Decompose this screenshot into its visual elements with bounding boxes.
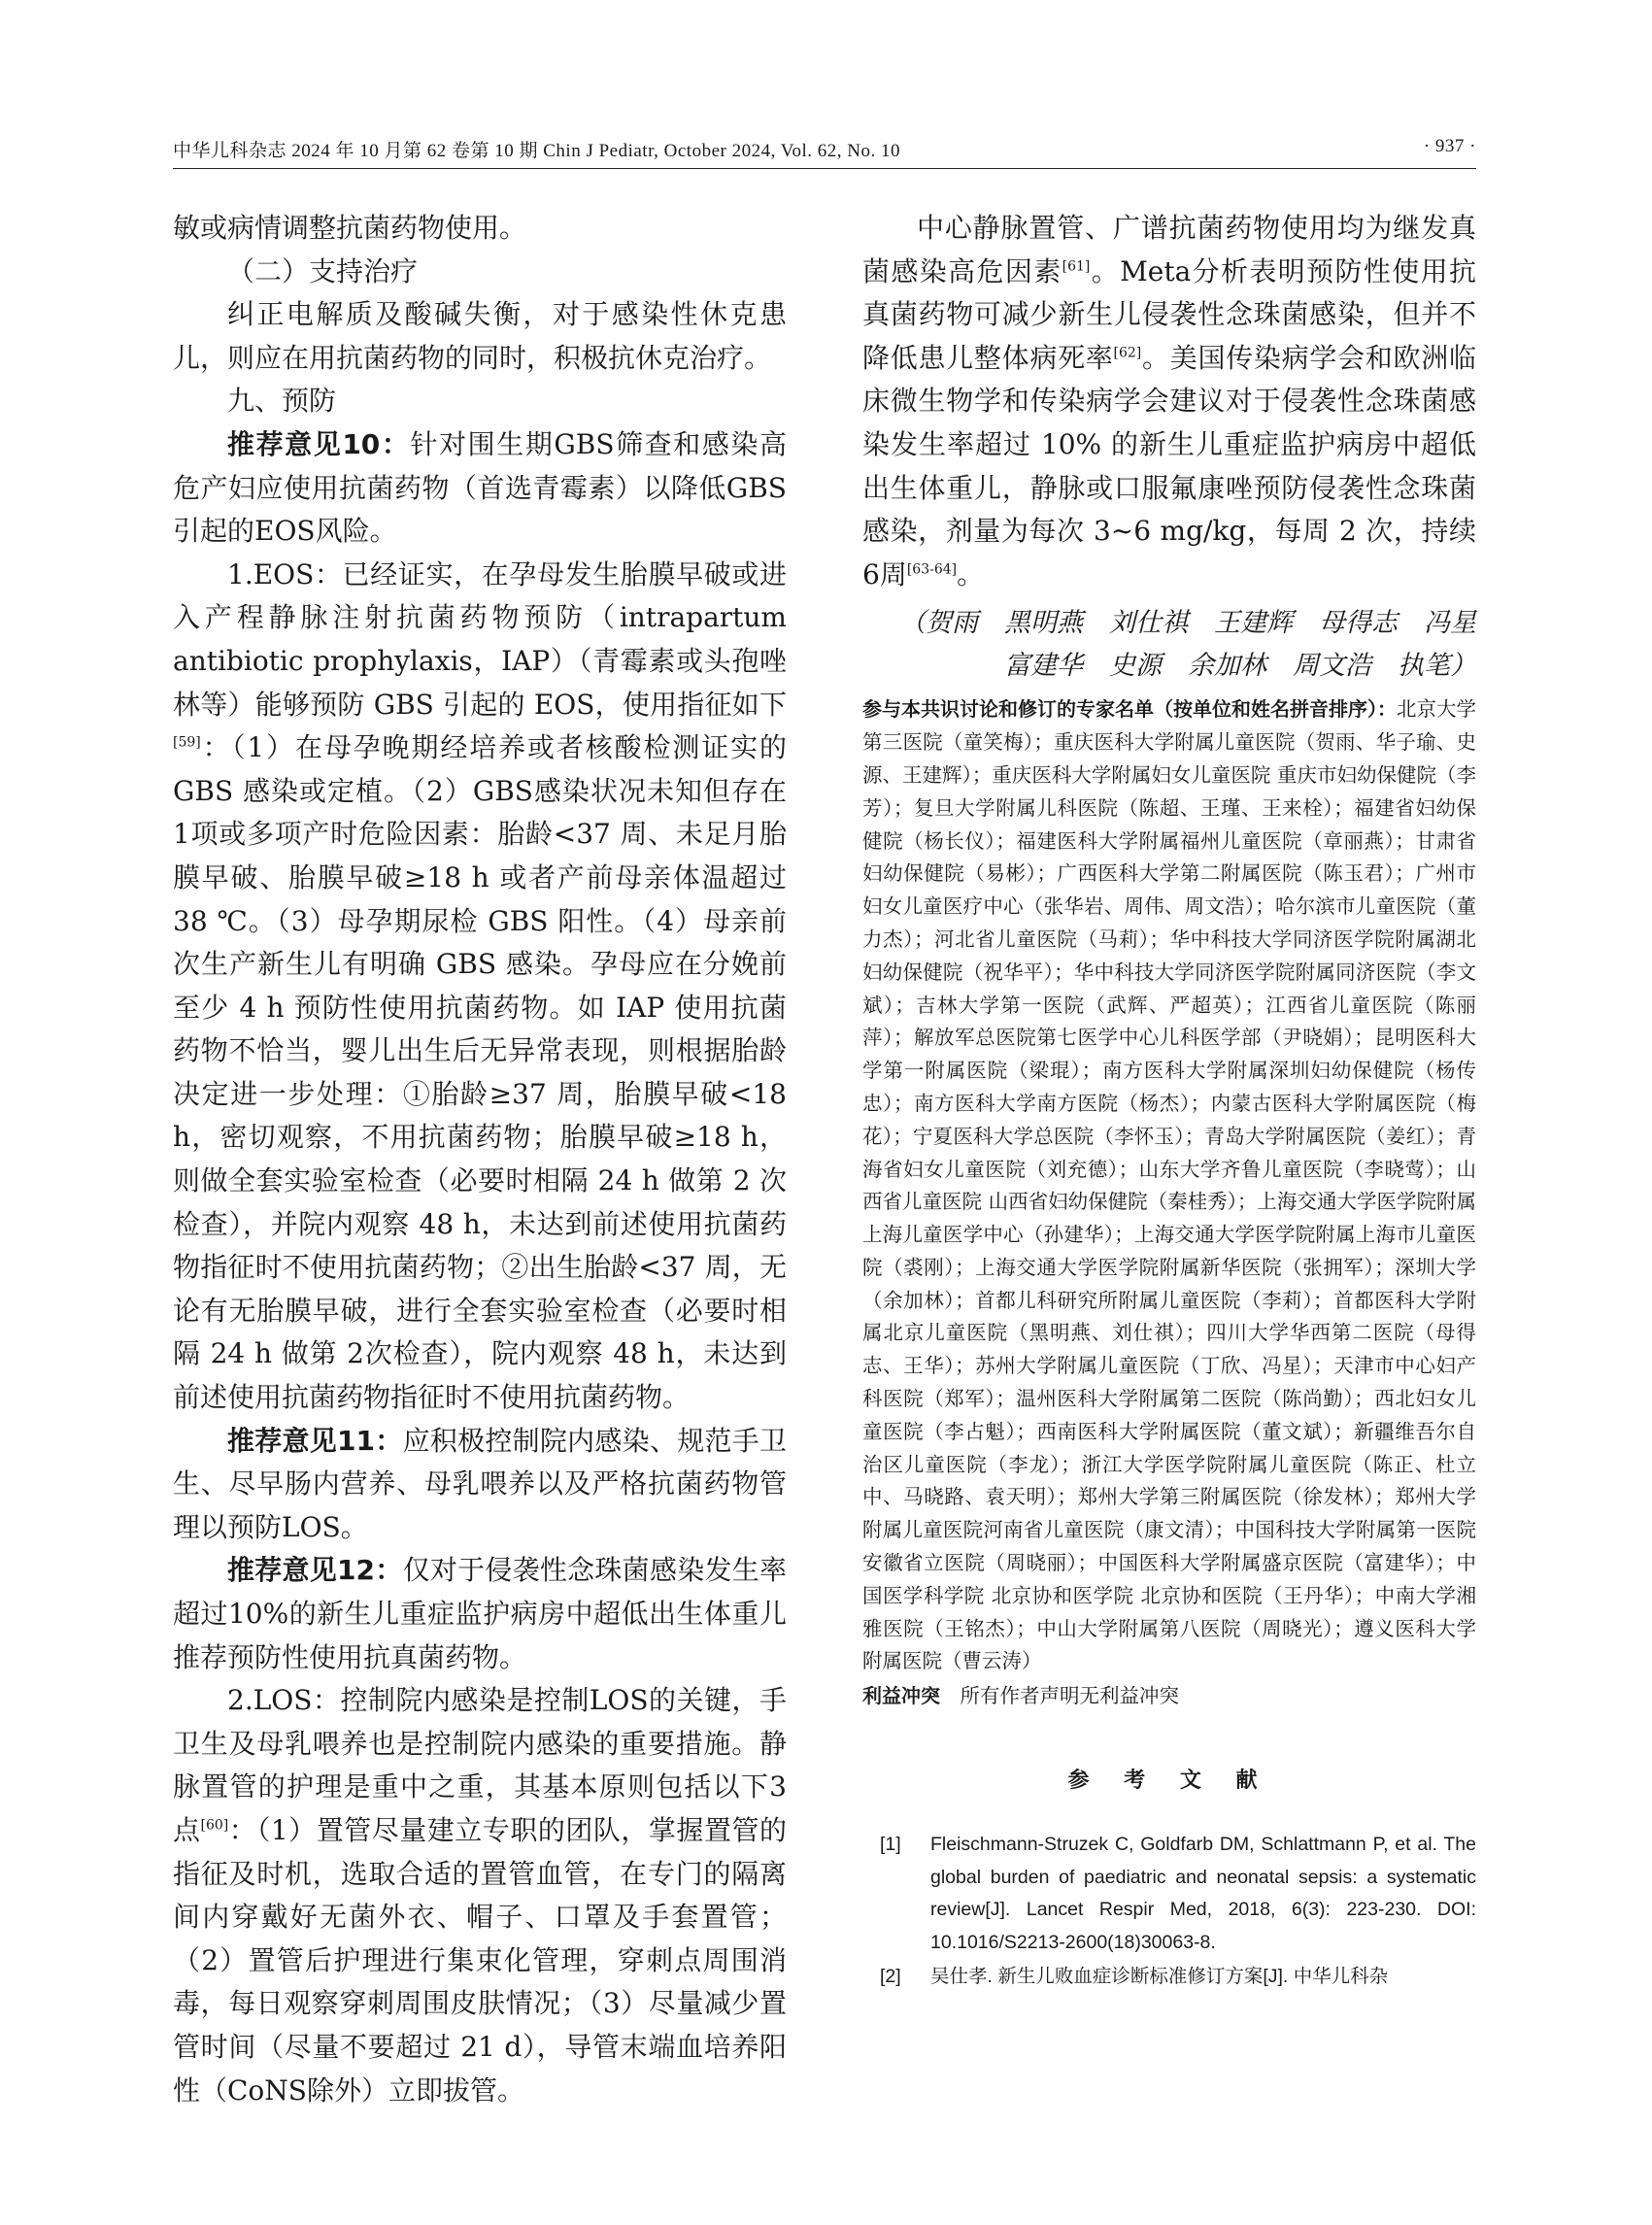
authors-line-2: 富建华 史源 余加林 周文浩 执笔） <box>1004 651 1476 682</box>
citation-ref: [61] <box>1062 258 1091 275</box>
los-text-cont: ：（1）置管尽量建立专职的团队，掌握置管的指征及时机，选取合适的置管血管，在专门的隔离间内穿戴好无菌外衣、帽子、口罩及手套置管；（2）置管后护理进行集束化管理，穿刺点周围消毒，每日观察穿刺周围皮肤情况；（3）尽量减少置管时间（尽量不要超过 21 d），导管末端血培养阳性（CoNS除外）立即拔管。 <box>173 1813 787 2107</box>
recommendation-10 <box>173 423 787 554</box>
coi-label: 利益冲突 <box>862 1684 940 1708</box>
conflict-of-interest <box>862 1680 1476 1713</box>
references-title: 参 考 文 献 <box>1067 1769 1271 1794</box>
eos-text: 1.EOS：已经证实，在孕母发生胎膜早破或进入产程静脉注射抗菌药物预防（intrapartum antibiotic prophylaxis，IAP）（青霉素或头孢唑林等）能够预防 GBS 引起的 EOS，使用指征如下 <box>173 557 787 721</box>
citation-ref: [62] <box>1113 345 1142 361</box>
coi-text: 所有作者声明无利益冲突 <box>960 1684 1179 1708</box>
eos-text-cont: ：（1）在母孕晚期经培养或者核酸检测证实的 GBS 感染或定植。（2）GBS感染状况未知但存在 1项或多项产时危险因素：胎龄<37 周、未足月胎膜早破、胎膜早破≥18 h 或者产前母亲体温超过 38 ℃。（3）母孕期尿检 GBS 阳性。（4）母亲前次生产新生儿有明确 GBS 感染。孕母应在分娩前至少 4 h 预防性使用抗菌药物。如 IAP 使用抗菌药物不恰当，婴儿出生后无异常表现，则根据胎龄决定进一步处理：①胎龄≥37 周，胎膜早破<18 h，密切观察，不用抗菌药物；胎膜早破≥18 h，则做全套实验室检查（必要时相隔 24 h 做第 2 次检查），并院内观察 48 h，未达到前述使用抗菌药物指征时不使用抗菌药物；②出生胎龄<37 周，无论有无胎膜早破，进行全套实验室检查（必要时相隔 24 h 做第 2次检查），院内观察 48 h，未达到前述使用抗菌药物指征时不使用抗菌药物。 <box>173 731 787 1414</box>
reference-text: 吴仕孝. 新生儿败血症诊断标准修订方案[J]. 中华儿科杂 <box>930 1966 1389 1988</box>
antifungal-text: 中心静脉置管、广谱抗菌药物使用均为继发真菌感染高危因素 <box>862 212 1476 287</box>
header-rule <box>173 168 1476 169</box>
subsection-heading: （二）支持治疗 <box>227 254 419 287</box>
expert-list-label: 参与本共识讨论和修订的专家名单（按单位和姓名拼音排序）： <box>862 697 1397 722</box>
reference-item <box>862 1829 1476 1959</box>
running-header <box>173 136 1476 169</box>
antifungal-text-cont: 。美国传染病学会和欧洲临床微生物学和传染病学会建议对于侵袭性念珠菌感染发生率超过 10% 的新生儿重症监护病房中超低出生体重儿，静脉或口服氟康唑预防侵袭性念珠菌感染，剂量为每次 3~6 mg/kg，每周 2 次，持续6周 <box>862 341 1476 590</box>
antifungal-text-end: 。 <box>957 557 985 590</box>
recommendation-text: 仅对于侵袭性念珠菌感染发生率超过10%的新生儿重症监护病房中超低出生体重儿推荐预防性使用抗真菌药物。 <box>173 1554 787 1673</box>
journal-citation: 中华儿科杂志 2024 年 10 月第 62 卷第 10 期 Chin J Pediatr, October 2024, Vol. 62, No. 10 <box>173 141 901 161</box>
recommendation-label: 推荐意见10： <box>227 427 411 460</box>
paragraph-antifungal <box>862 207 1476 596</box>
citation-ref: [63-64] <box>906 561 958 578</box>
right-column <box>862 207 1476 1994</box>
reference-number: [1] <box>880 1834 901 1856</box>
antifungal-text-cont: 。Meta分析表明预防性使用抗真菌药物可减少新生儿侵袭性念珠菌感染，但并不降低患儿整体病死率 <box>862 254 1476 374</box>
recommendation-text: 针对围生期GBS筛查和感染高危产妇应使用抗菌药物（首选青霉素）以降低GBS引起的EOS风险。 <box>173 427 787 548</box>
authors-line-1: （贺雨 黑明燕 刘仕祺 王建辉 母得志 冯星 <box>899 608 1476 639</box>
recommendation-text: 应积极控制院内感染、规范手卫生、尽早肠内营养、母乳喂养以及严格抗菌药物管理以预防LOS。 <box>173 1424 787 1543</box>
expert-list <box>862 693 1476 1678</box>
page-number: · 937 · <box>1423 136 1476 156</box>
citation-ref: [59] <box>173 734 201 751</box>
reference-number: [2] <box>880 1966 901 1988</box>
los-text: 2.LOS：控制院内感染是控制LOS的关键，手卫生及母乳喂养也是控制院内感染的重要措施。静脉置管的护理是重中之重，其基本原则包括以下3点 <box>173 1684 787 1846</box>
recommendation-label: 推荐意见12： <box>227 1554 403 1587</box>
reference-list <box>862 1829 1476 1994</box>
recommendation-label: 推荐意见11： <box>227 1424 403 1457</box>
recommendation-12 <box>173 1549 787 1679</box>
citation-ref: [60] <box>200 1817 229 1834</box>
paragraph-continuation: 敏或病情调整抗菌药物使用。 <box>173 212 527 244</box>
reference-text: Fleischmann-Struzek C, Goldfarb DM, Schlattmann P, et al. The global burden of paediatric and neonatal sepsis: a systematic review[J]. Lancet Respir Med, 2018, 6(3): 223-230. DOI: 10.1016/S2213-2600(18)30063-8. <box>930 1834 1476 1953</box>
recommendation-11 <box>173 1420 787 1550</box>
expert-list-text: 北京大学第三医院（童笑梅）；重庆医科大学附属儿童医院（贺雨、华子瑜、史源、王建辉）；重庆医科大学附属妇女儿童医院 重庆市妇幼保健院（李芳）；复旦大学附属儿科医院（陈超、王瑾、王来栓）；福建省妇幼保健院（杨长仪）；福建医科大学附属福州儿童医院（章丽燕）；甘肃省妇幼保健院（易彬）；广西医科大学第二附属医院（陈玉君）；广州市妇女儿童医疗中心（张华岩、周伟、周文浩）；哈尔滨市儿童医院（董力杰）；河北省儿童医院（马莉）；华中科技大学同济医学院附属湖北妇幼保健院（祝华平）；华中科技大学同济医学院附属同济医院（李文斌）；吉林大学第一医院（武辉、严超英）；江西省儿童医院（陈丽萍）；解放军总医院第七医学中心儿科医学部（尹晓娟）；昆明医科大学第一附属医院（梁琨）；南方医科大学附属深圳妇幼保健院（杨传忠）；南方医科大学南方医院（杨杰）；内蒙古医科大学附属医院（梅花）；宁夏医科大学总医院（李怀玉）；青岛大学附属医院（姜红）；青海省妇女儿童医院（刘充德）；山东大学齐鲁儿童医院（李晓莺）；山西省儿童医院 山西省妇幼保健院（秦桂秀）；上海交通大学医学院附属上海儿童医学中心（孙建华）；上海交通大学医学院附属上海市儿童医院（裘刚）；上海交通大学医学院附属新华医院（张拥军）；深圳大学（余加林）；首都儿科研究所附属儿童医院（李莉）；首都医科大学附属北京儿童医院（黑明燕、刘仕祺）；四川大学华西第二医院（母得志、王华）；苏州大学附属儿童医院（丁欣、冯星）；天津市中心妇产科医院（郑军）；温州医科大学附属第二医院（陈尚勤）；西北妇女儿童医院（李占魁）；西南医科大学附属医院（董文斌）；新疆维吾尔自治区儿童医院（李龙）；浙江大学医学院附属儿童医院（陈正、杜立中、马晓路、袁天明）；郑州大学第三附属医院（徐发林）；郑州大学附属儿童医院河南省儿童医院（康文清）；中国科技大学附属第一医院安徽省立医院（周晓丽）；中国医科大学附属盛京医院（富建华）；中国医学科学院 北京协和医学院 北京协和医院（王丹华）；中南大学湘雅医院（王铭杰）；中山大学附属第八医院（周晓光）；遵义医科大学附属医院（曹云涛） <box>862 697 1476 1673</box>
section-heading-prevention: 九、预防 <box>227 385 337 418</box>
reference-item <box>862 1961 1476 1994</box>
left-column <box>173 207 787 2112</box>
paragraph-eos <box>173 554 787 1420</box>
paragraph-los <box>173 1679 787 2112</box>
paragraph-support-therapy: 纠正电解质及酸碱失衡，对于感染性休克患儿，则应在用抗菌药物的同时，积极抗休克治疗。 <box>173 298 787 374</box>
